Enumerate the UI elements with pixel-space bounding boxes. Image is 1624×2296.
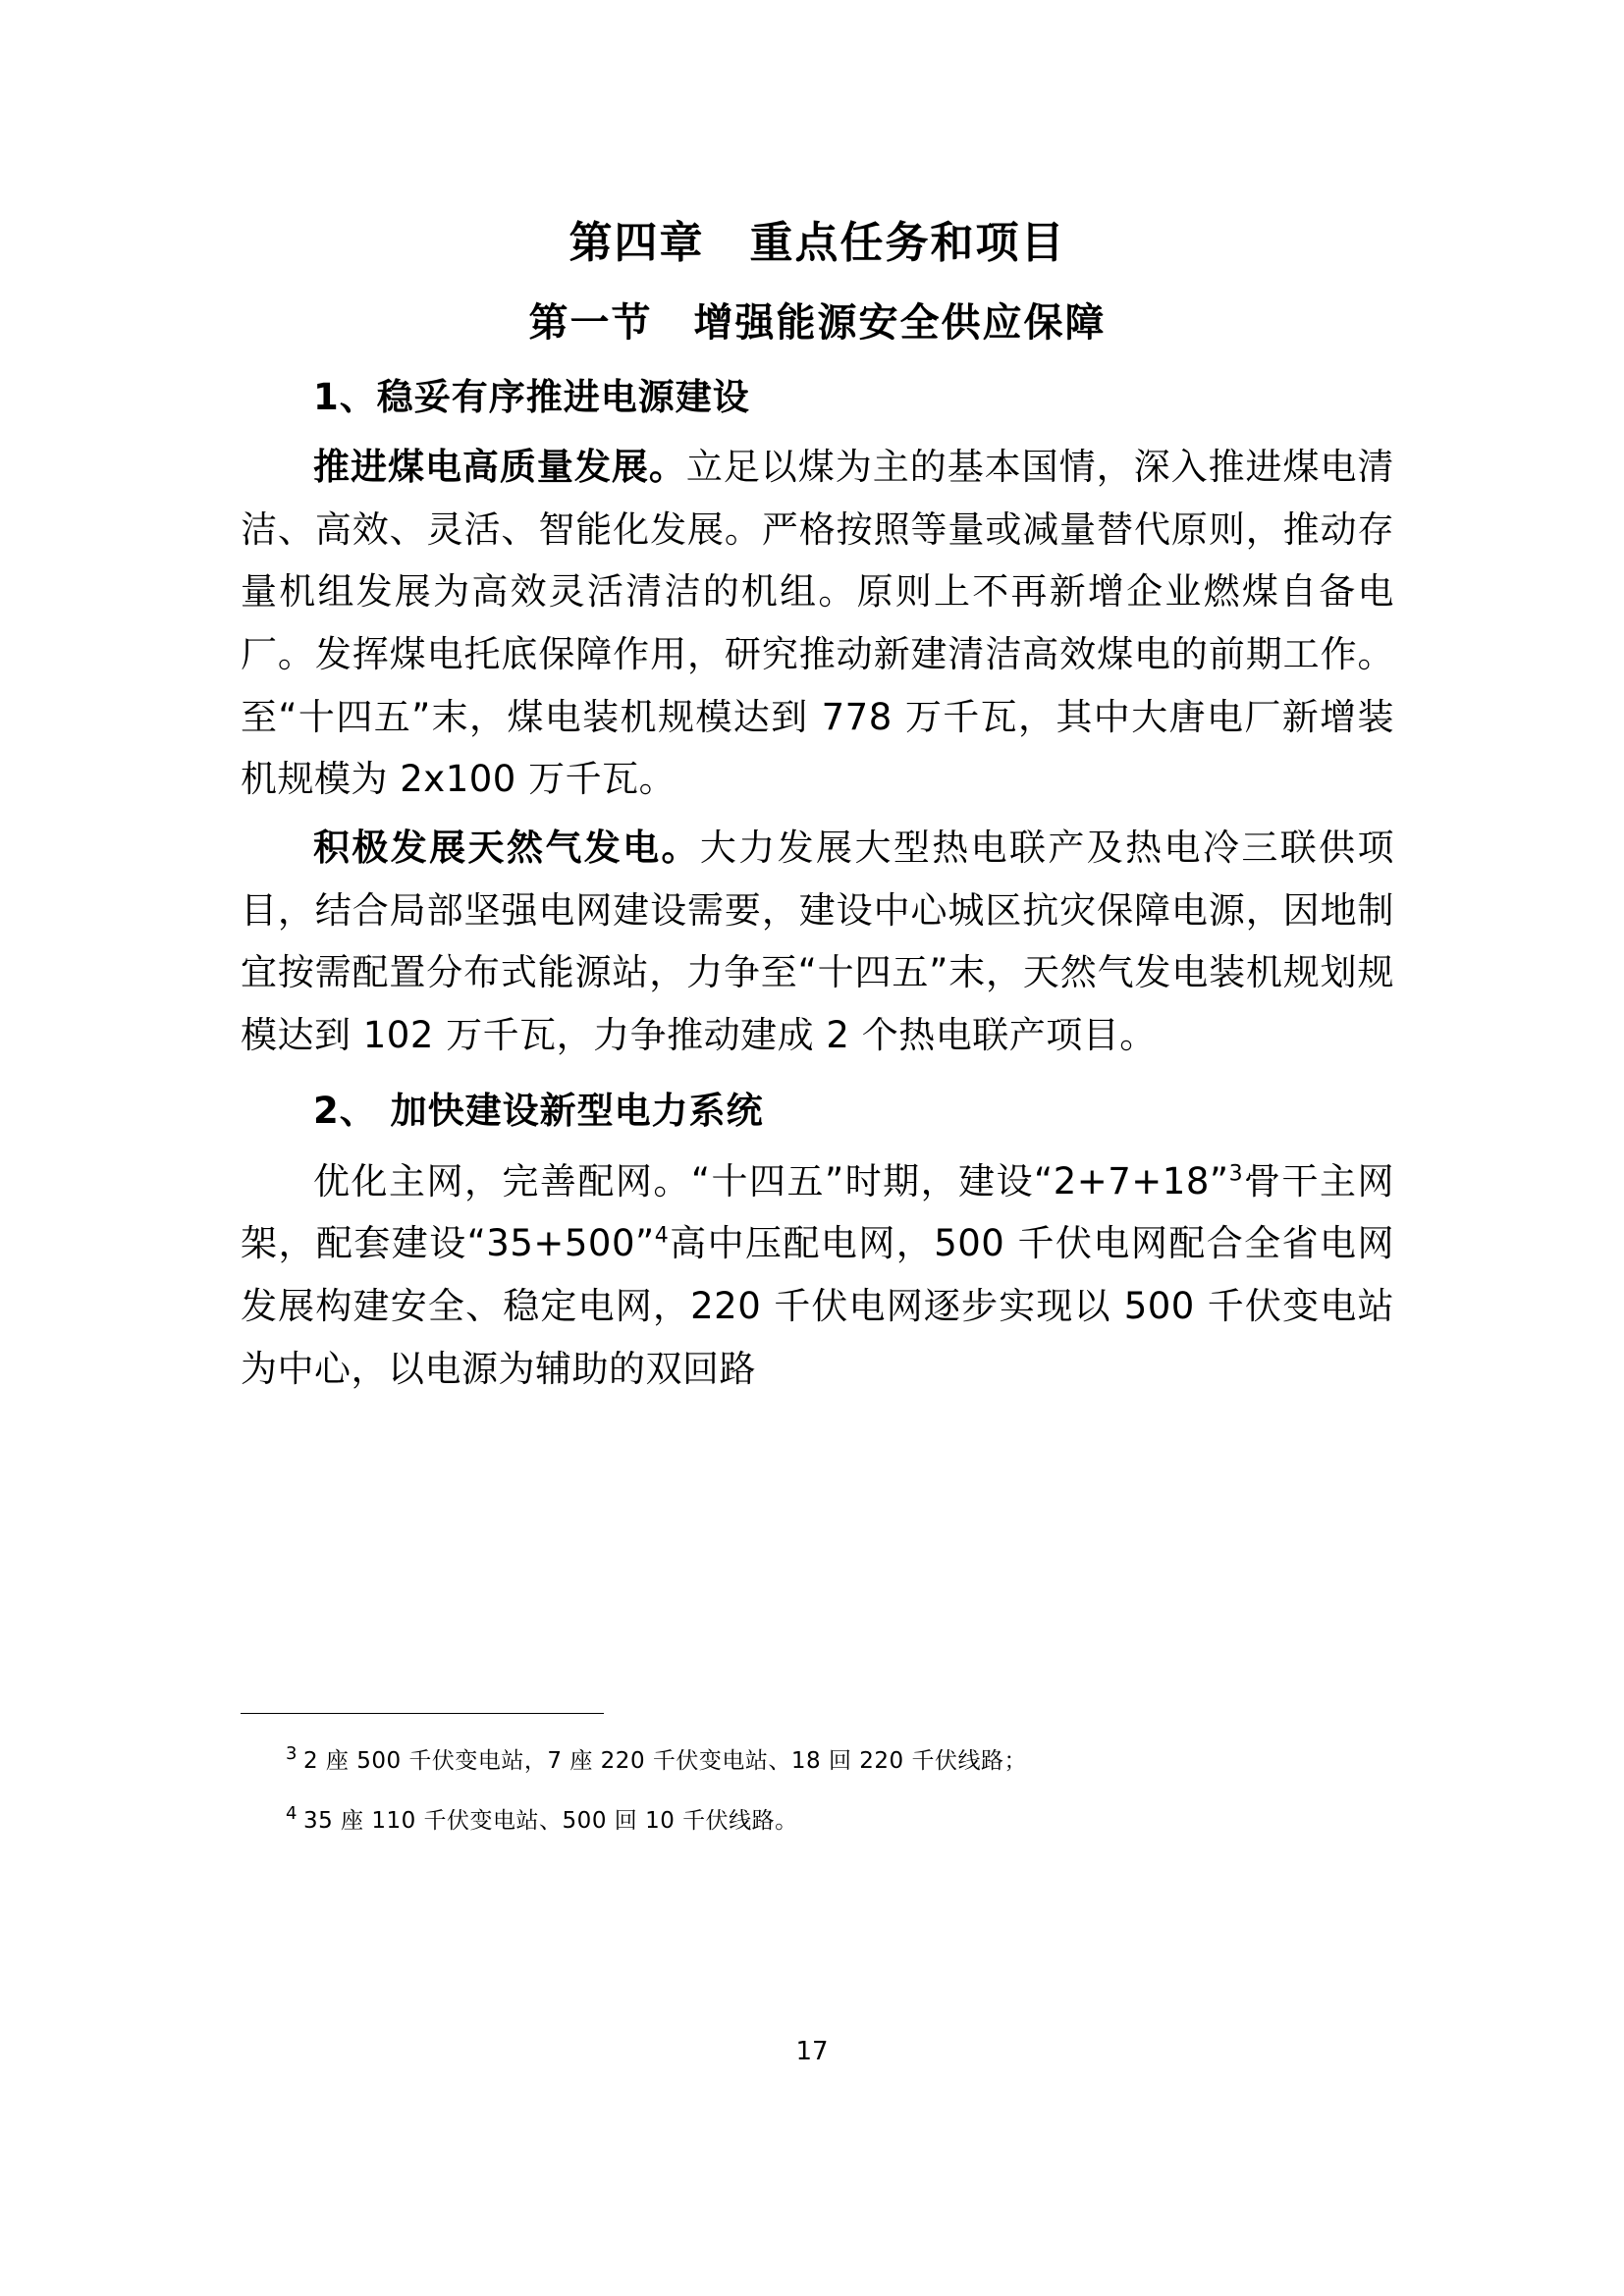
footnote-ref-4[interactable]: 4 [654, 1223, 670, 1249]
paragraph-gas-power-text: 大力发展大型热电联产及热电冷三联供项目，结合局部坚强电网建设需要，建设中心城区抗灾保障电源，因地制宜按需配置分布式能源站，力争至“十四五”末，天然气发电装机规划规模达到 102 万千瓦，力争推动建成 2 个热电联产项目。 [241, 826, 1395, 1056]
footnote-area [241, 1742, 1394, 1862]
footnote-item [241, 1742, 1394, 1781]
footnote-marker-3: 3 [286, 1743, 298, 1765]
chapter-title: 第四章 重点任务和项目 [568, 218, 1066, 268]
paragraph-grid-part3: 高中压配电网，500 千伏电网配合全省电网发展构建安全、稳定电网，220 千伏电网逐步实现以 500 千伏变电站为中心，以电源为辅助的双回路 [241, 1222, 1394, 1390]
footnote-separator [241, 1713, 604, 1714]
paragraph-gas-power [241, 817, 1394, 1067]
footnote-text-4: 35 座 110 千伏变电站、500 回 10 千伏线路。 [302, 1808, 798, 1835]
footnote-text-3: 2 座 500 千伏变电站，7 座 220 千伏变电站、18 回 220 千伏线路； [302, 1748, 1027, 1774]
footnote-item [241, 1802, 1394, 1841]
footnote-ref-3[interactable]: 3 [1228, 1161, 1244, 1187]
paragraph-grid-part2: 骨干主网架，配套建设“35+500” [241, 1159, 1395, 1265]
subsection-title-1: 1、稳妥有序推进电源建设 [313, 376, 750, 418]
paragraph-gas-power-lead: 积极发展天然气发电。 [313, 826, 700, 869]
page-number: 17 [795, 2037, 829, 2066]
page-content [241, 211, 1394, 1406]
paragraph-coal-power-text: 立足以煤为主的基本国情，深入推进煤电清洁、高效、灵活、智能化发展。严格按照等量或减量替代原则，推动存量机组发展为高效灵活清洁的机组。原则上不再新增企业燃煤自备电厂。发挥煤电托底保障作用，研究推动新建清洁高效煤电的前期工作。至“十四五”末，煤电装机规模达到 778 万千瓦，其中大唐电厂新增装机规模为 2x100 万千瓦。 [241, 446, 1395, 801]
paragraph-grid-part1: 优化主网，完善配网。“十四五”时期，建设“2+7+18” [313, 1159, 1229, 1202]
footnote-marker-4: 4 [286, 1803, 298, 1825]
section-title: 第一节 增强能源安全供应保障 [528, 300, 1107, 346]
paragraph-grid [241, 1150, 1394, 1401]
subsection-title-2: 2、 加快建设新型电力系统 [313, 1090, 764, 1133]
paragraph-coal-power-lead: 推进煤电高质量发展。 [313, 446, 686, 489]
paragraph-coal-power [241, 436, 1394, 811]
